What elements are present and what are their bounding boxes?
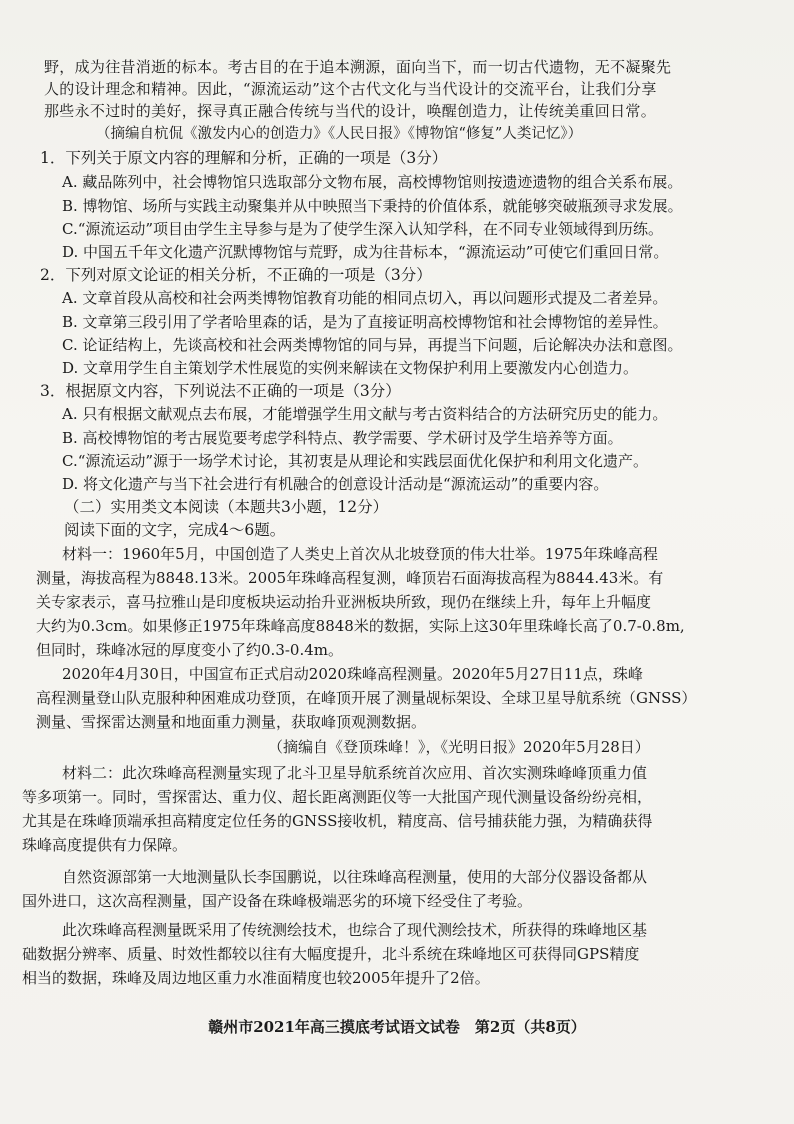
question-option: C.“源流运动”源于一场学术讨论，其初衷是从理论和实践层面优化保护和利用文化遗产。 <box>62 452 649 470</box>
material1-line: 关专家表示，喜马拉雅山是印度板块运动抬升亚洲板块所致，现仍在继续上升，每年上升幅度 <box>36 593 652 611</box>
section-title: （二）实用类文本阅读（本题共3小题，12分） <box>64 498 389 516</box>
question-option: C. 论证结构上，先谈高校和社会两类博物馆的同与异，再提当下问题，后论解决办法和意图。 <box>62 336 683 354</box>
intro-line: 野，成为往昔消逝的标本。考古目的在于追本溯源，面向当下，而一切古代遗物，无不凝聚先 <box>44 58 672 76</box>
material1-line: 测量，海拔高程为8848.13米。2005年珠峰高程复测，峰顶岩石面海拔高程为8844.43米。有 <box>36 569 664 587</box>
material1-line: 测量、雪探雷达测量和地面重力测量，获取峰顶观测数据。 <box>36 713 427 731</box>
intro-line: 那些永不过时的美好，探寻真正融合传统与当代的设计，唤醒创造力，让传统美重回日常。 <box>44 102 657 120</box>
question-stem: 3．根据原文内容，下列说法不正确的一项是（3分） <box>40 382 401 400</box>
material1-line: 2020年4月30日，中国宣布正式启动2020珠峰高程测量。2020年5月27日11点，珠峰 <box>62 665 643 683</box>
section-instruction: 阅读下面的文字，完成4～6题。 <box>64 521 286 539</box>
question-option: A. 文章首段从高校和社会两类博物馆教育功能的相同点切入，再以问题形式提及二者差异。 <box>62 289 668 307</box>
material1-line: 但同时，珠峰冰冠的厚度变小了约0.3-0.4m。 <box>36 641 344 659</box>
material2-line: 自然资源部第一大地测量队长李国鹏说，以往珠峰高程测量，使用的大部分仪器设备都从 <box>62 868 648 886</box>
question-option: A. 藏品陈列中，社会博物馆只选取部分文物布展，高校博物馆则按遗迹遗物的组合关系布展。 <box>62 173 683 191</box>
material2-line: 础数据分辨率、质量、时效性都较以往有大幅度提升，北斗系统在珠峰地区可获得同GPS精度 <box>22 945 640 963</box>
material2-line: 相当的数据，珠峰及周边地区重力水准面精度也较2005年提升了2倍。 <box>22 969 490 987</box>
material2-line: 等多项第一。同时，雪探雷达、重力仪、超长距离测距仪等一大批国产现代测量设备纷纷亮相， <box>22 788 653 806</box>
question-option: B. 博物馆、场所与实践主动聚集并从中映照当下秉持的价值体系，就能够突破瓶颈寻求发展。 <box>62 197 683 215</box>
page-footer: 赣州市2021年高三摸底考试语文试卷 第2页（共8页） <box>208 1018 586 1036</box>
intro-line: 人的设计理念和精神。因此，“源流运动”这个古代文化与当代设计的交流平台，让我们分享 <box>44 80 657 98</box>
source-citation: （摘编自杭侃《激发内心的创造力》《人民日报》《博物馆“修复”人类记忆》） <box>96 126 583 142</box>
question-option: B. 高校博物馆的考古展览要考虑学科特点、教学需要、学术研讨及学生培养等方面。 <box>62 429 623 447</box>
question-option: D. 文章用学生自主策划学术性展览的实例来解读在文物保护利用上要激发内心创造力。 <box>62 359 639 377</box>
material1-line: 材料一：1960年5月，中国创造了人类史上首次从北坡登顶的伟大壮举。1975年珠峰高程 <box>62 545 658 563</box>
question-option: D. 将文化遗产与当下社会进行有机融合的创意设计活动是“源流运动”的重要内容。 <box>62 475 609 493</box>
question-stem: 2．下列对原文论证的相关分析，不正确的一项是（3分） <box>40 266 432 284</box>
question-option: C.“源流运动”项目由学生主导参与是为了使学生深入认知学科，在不同专业领域得到历练。 <box>62 220 664 238</box>
question-option: B. 文章第三段引用了学者哈里森的话，是为了直接证明高校博物馆和社会博物馆的差异性。 <box>62 313 668 331</box>
material1-line: 大约为0.3cm。如果修正1975年珠峰高度8848米的数据，实际上这30年里珠峰长高了0.7-0.8m, <box>36 617 685 635</box>
question-stem: 1．下列关于原文内容的理解和分析，正确的一项是（3分） <box>40 149 448 167</box>
material1-line: 高程测量登山队克服种种困难成功登顶，在峰顶开展了测量觇标架设、全球卫星导航系统（GNSS） <box>36 689 697 707</box>
material2-line: 国外进口，这次高程测量，国产设备在珠峰极端恶劣的环境下经受住了考验。 <box>22 892 533 910</box>
material2-line: 此次珠峰高程测量既采用了传统测绘技术，也综合了现代测绘技术，所获得的珠峰地区基 <box>62 921 648 939</box>
material2-line: 珠峰高度提供有力保障。 <box>22 836 188 854</box>
material2-line: 尤其是在珠峰顶端承担高精度定位任务的GNSS接收机，精度高、信号捕获能力强，为精确获得 <box>22 812 653 830</box>
material2-line: 材料二：此次珠峰高程测量实现了北斗卫星导航系统首次应用、首次实测珠峰峰顶重力值 <box>62 764 648 782</box>
question-option: A. 只有根据文献观点去布展，才能增强学生用文献与考古资料结合的方法研究历史的能力。 <box>62 405 668 423</box>
source-citation: （摘编自《登顶珠峰！》，《光明日报》2020年5月28日） <box>268 738 650 756</box>
question-option: D. 中国五千年文化遗产沉默博物馆与荒野，成为往昔标本，“源流运动”可使它们重回日常。 <box>62 243 669 261</box>
